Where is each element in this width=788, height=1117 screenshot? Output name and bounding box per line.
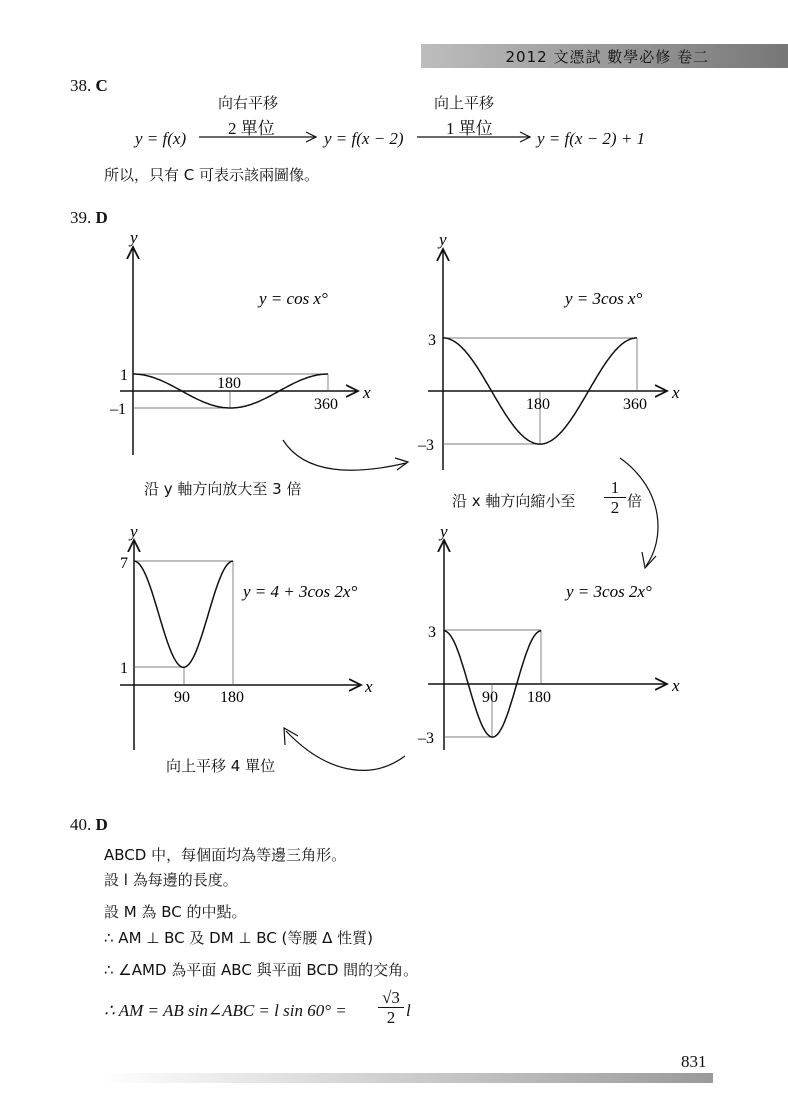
- graph4-y-tick-neg3: –3: [418, 730, 434, 747]
- q38-conclusion: 所以，只有 C 可表示該兩圖像。: [104, 166, 320, 184]
- arrow3-label: 向上平移 4 單位: [166, 757, 276, 775]
- graph3-x-label: x: [365, 677, 373, 696]
- q40-fraction: [378, 988, 404, 1028]
- arrow2-fraction: [604, 478, 626, 518]
- q38-num: 38.: [70, 76, 92, 95]
- graph2-x-tick-180: 180: [526, 396, 550, 413]
- graph3-y-tick-1: 1: [120, 660, 128, 677]
- q38-eq1: y = f(x): [135, 129, 187, 148]
- page-number: 831: [681, 1052, 707, 1071]
- graph4-y-label: y: [440, 522, 448, 541]
- graph1-y-label: y: [130, 228, 138, 247]
- graph3-y-label: y: [130, 522, 138, 541]
- footer-bar: [100, 1073, 713, 1083]
- graph2-y-tick-3: 3: [428, 332, 436, 349]
- graph3-equation: y = 4 + 3cos 2x°: [243, 582, 358, 601]
- graph1-equation: y = cos x°: [259, 289, 328, 308]
- q40-line6-right: l: [406, 1001, 411, 1020]
- q40-num: 40.: [70, 815, 92, 834]
- arrow2-frac-num: 1: [610, 478, 620, 497]
- q38-step1-top: 向右平移: [218, 94, 279, 112]
- q40-line6-left: ∴ AM = AB sin∠ABC = l sin 60° =: [104, 1001, 347, 1020]
- transition-arrow-3: [284, 728, 405, 770]
- q40-frac-den: 2: [378, 1007, 404, 1028]
- q39-num: 39.: [70, 208, 92, 227]
- arrow2-label-post: 倍: [627, 492, 643, 510]
- graph3-y-tick-7: 7: [120, 555, 128, 572]
- q39-answer: D: [95, 208, 108, 227]
- graph1: [109, 228, 371, 455]
- graph1-y-tick-1: 1: [120, 367, 128, 384]
- graph1-x-tick-180: 180: [217, 375, 241, 392]
- q38-eq2: y = f(x − 2): [324, 129, 404, 148]
- q40-number: [70, 815, 108, 835]
- q38-eq3: y = f(x − 2) + 1: [537, 129, 646, 148]
- graph2-y-tick-neg3: –3: [418, 437, 434, 454]
- graph3-x-tick-90: 90: [174, 689, 190, 706]
- graph2: [417, 230, 680, 470]
- q40-answer: D: [95, 815, 108, 834]
- q40-line3: 設 M 為 BC 的中點。: [104, 903, 247, 921]
- graph4-x-tick-180: 180: [527, 689, 551, 706]
- q40-frac-num: √3: [382, 988, 400, 1007]
- graph3-curve: [134, 561, 233, 667]
- q40-line5: ∴ ∠AMD 為平面 ABC 與平面 BCD 間的交角。: [104, 961, 419, 979]
- graph4-y-tick-3: 3: [428, 624, 436, 641]
- graph3-x-tick-180: 180: [220, 689, 244, 706]
- graph2-equation: y = 3cos x°: [565, 289, 643, 308]
- graph1-x-tick-360: 360: [314, 396, 338, 413]
- q38-step2-bottom: 1 單位: [446, 119, 493, 138]
- graph4-x-label: x: [672, 676, 680, 695]
- graph2-x-tick-360: 360: [623, 396, 647, 413]
- q38-step2-top: 向上平移: [434, 94, 495, 112]
- graph2-y-label: y: [439, 230, 447, 249]
- q40-line1: ABCD 中，每個面均為等邊三角形。: [104, 846, 347, 864]
- q40-line2: 設 l 為每邊的長度。: [104, 871, 238, 889]
- arrow1-label: 沿 y 軸方向放大至 3 倍: [144, 480, 302, 498]
- graph1-y-tick-neg1: –1: [110, 401, 126, 418]
- q38-answer: C: [95, 76, 108, 95]
- graph4: [417, 522, 680, 750]
- graph1-x-label: x: [363, 383, 371, 402]
- graph3: [120, 522, 373, 750]
- graph2-x-label: x: [672, 383, 680, 402]
- graph4-x-tick-90: 90: [482, 689, 498, 706]
- arrow2-frac-den: 2: [604, 497, 626, 518]
- header-title: 2012 文憑試 數學必修 卷二: [505, 48, 709, 66]
- arrow2-label-pre: 沿 x 軸方向縮小至: [452, 492, 576, 510]
- transition-arrow-1: [283, 440, 408, 470]
- q38-step1-bottom: 2 單位: [228, 119, 275, 138]
- q40-line4: ∴ AM ⊥ BC 及 DM ⊥ BC (等腰 Δ 性質): [104, 929, 374, 947]
- graph4-equation: y = 3cos 2x°: [566, 582, 652, 601]
